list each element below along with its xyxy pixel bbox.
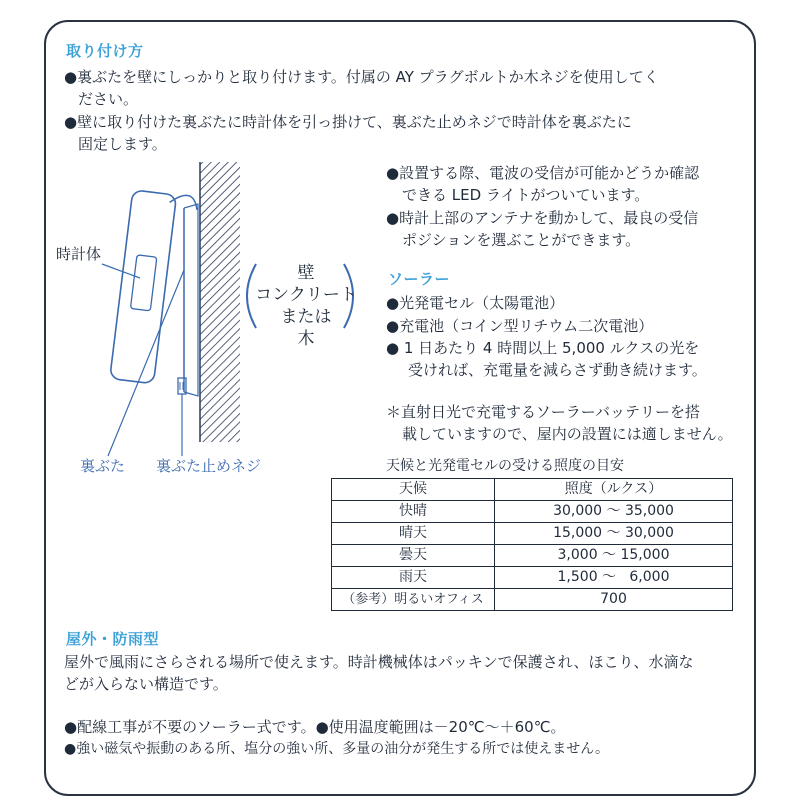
back-cover-label: 裏ぶた [80, 457, 126, 475]
table-cell: 快晴 [332, 501, 495, 523]
table-header-weather: 天候 [332, 479, 495, 501]
radio-line-4: ポジションを選ぶことができます。 [402, 231, 641, 249]
footer-line-1: ●配線工事が不要のソーラー式です。●使用温度範囲は－20℃〜＋60℃。 [64, 718, 566, 736]
table-header-row [332, 479, 733, 501]
radio-line-2: できる LED ライトがついています。 [402, 186, 650, 204]
illuminance-table [331, 478, 733, 611]
outdoor-line-1: 屋外で風雨にさらされる場所で使えます。時計機械体はパッキンで保護され、ほこり、水滴な [64, 653, 694, 671]
outdoor-heading: 屋外・防雨型 [66, 630, 160, 648]
table-caption: 天候と光発電セルの受ける照度の目安 [386, 458, 624, 474]
wall-label-line-3: または [280, 307, 332, 327]
table-row [332, 589, 733, 611]
install-line-3: ●壁に取り付けた裏ぶたに時計体を引っ掛けて、裏ぶた止めネジで時計体を裏ぶたに [64, 113, 632, 131]
wall-label-line-2: コンクリート [255, 285, 357, 305]
screw-label: 裏ぶた止めネジ [156, 457, 262, 475]
solar-heading: ソーラー [388, 270, 451, 288]
outdoor-line-2: どが入らない構造です。 [64, 675, 228, 693]
footer-line-2: ●強い磁気や振動のある所、塩分の強い所、多量の油分が発生する所では使えません。 [64, 741, 610, 757]
radio-line-3: ●時計上部のアンテナを動かして、最良の受信 [386, 209, 699, 227]
table-cell: 曇天 [332, 545, 495, 567]
table-row [332, 501, 733, 523]
solar-line-4: 受ければ、充電量を減らさず動き続けます。 [408, 361, 707, 379]
table-cell: 雨天 [332, 567, 495, 589]
table-cell: 1,500 〜 6,000 [495, 567, 733, 589]
wall-label-line-1: 壁 [297, 263, 315, 283]
install-line-2: ださい。 [78, 90, 139, 108]
table-header-lux: 照度（ルクス） [495, 479, 733, 501]
wall-label [252, 262, 360, 350]
clock-body [110, 189, 199, 387]
clock-body-label: 時計体 [56, 245, 102, 263]
solar-line-2: ●充電池（コイン型リチウム二次電池） [386, 317, 654, 335]
table-cell: 15,000 〜 30,000 [495, 523, 733, 545]
table-cell: 700 [495, 589, 733, 611]
solar-note-line-2: 載していますので、屋内の設置には適しません。 [402, 425, 733, 443]
install-line-1: ●裏ぶたを壁にしっかりと取り付けます。付属の AY プラグボルトか木ネジを使用してく [64, 68, 659, 86]
table-row [332, 567, 733, 589]
table-cell: 30,000 〜 35,000 [495, 501, 733, 523]
solar-note-line-1: ＊直射日光で充電するソーラーバッテリーを搭 [386, 403, 700, 421]
back-cover-screw [178, 378, 186, 394]
install-heading: 取り付け方 [66, 42, 144, 60]
solar-line-1: ●光発電セル（太陽電池） [386, 294, 565, 312]
table-row [332, 523, 733, 545]
table-cell: 3,000 〜 15,000 [495, 545, 733, 567]
table-cell: 晴天 [332, 523, 495, 545]
radio-line-1: ●設置する際、電波の受信が可能かどうか確認 [386, 164, 700, 182]
solar-line-3: ● 1 日あたり 4 時間以上 5,000 ルクスの光を [386, 339, 700, 357]
table-cell: （参考）明るいオフィス [332, 589, 495, 611]
install-line-4: 固定します。 [78, 135, 167, 153]
wall-label-line-4: 木 [297, 329, 315, 349]
table-row [332, 545, 733, 567]
wall-hatch [200, 162, 240, 442]
